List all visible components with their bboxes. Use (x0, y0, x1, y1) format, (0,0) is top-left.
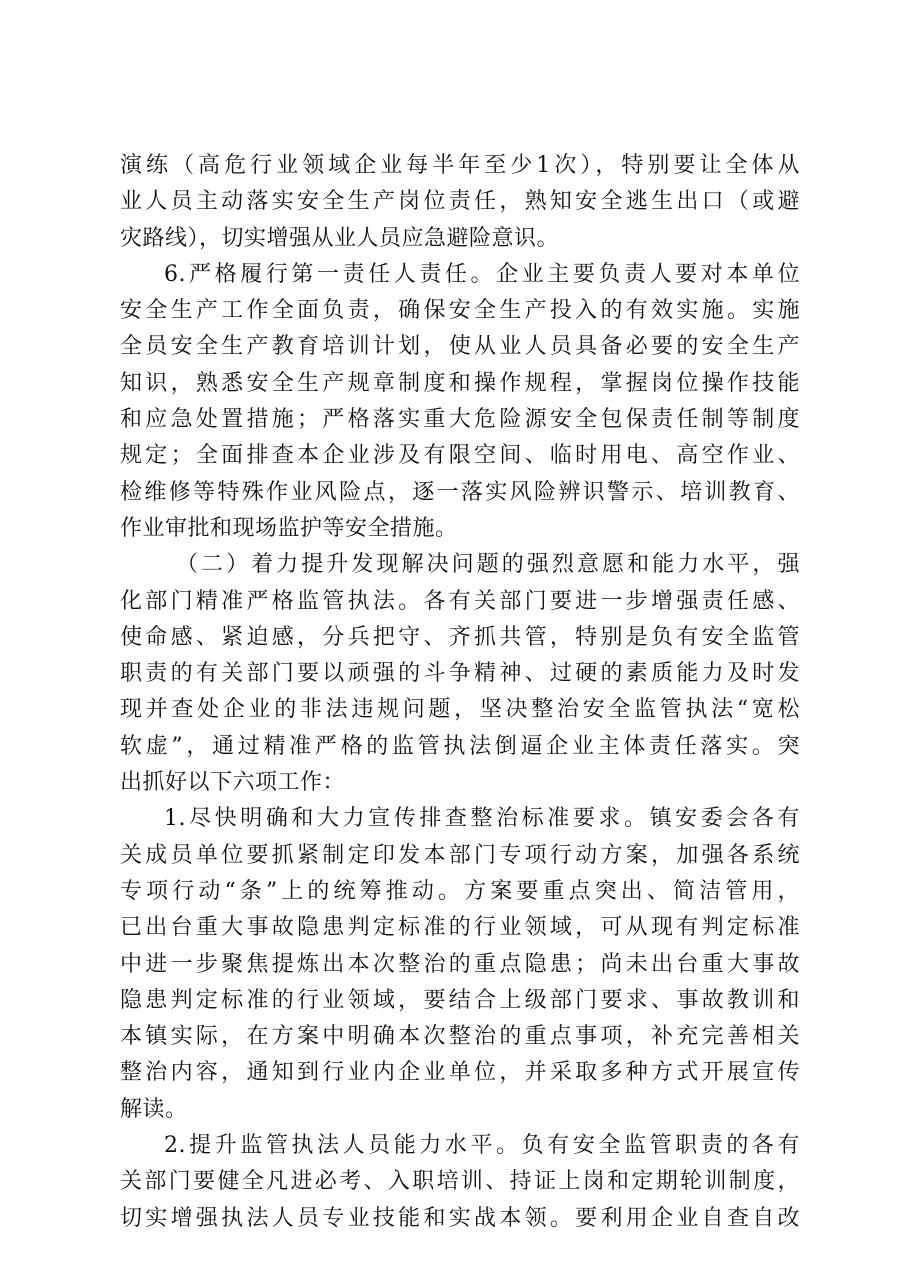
text-line: 知识，熟悉安全生产规章制度和操作规程，掌握岗位操作技能 (120, 370, 800, 396)
text-line: 关成员单位要抓紧制定印发本部门专项行动方案，加强各系统 (120, 842, 800, 868)
text-line: 规定；全面排查本企业涉及有限空间、临时用电、高空作业、 (120, 443, 800, 469)
text-line: 和应急处置措施；严格落实重大危险源安全包保责任制等制度 (120, 407, 800, 433)
text-line: 本镇实际，在方案中明确本次整治的重点事项，补充完善相关 (120, 1024, 800, 1050)
text-line: 业人员主动落实安全生产岗位责任，熟知安全逃生出口（或避 (120, 189, 800, 215)
section-heading-line: （二）着力提升发现解决问题的强烈意愿和能力水平，强 (176, 552, 800, 578)
text-line: 切实增强执法人员专业技能和实战本领。要利用企业自查自改 (120, 1205, 800, 1231)
paragraph-start-line: 1.尽快明确和大力宣传排查整治标准要求。镇安委会各有 (164, 806, 800, 832)
text-line: 职责的有关部门要以顽强的斗争精神、过硬的素质能力及时发 (120, 661, 800, 687)
text-line: 关部门要健全凡进必考、入职培训、持证上岗和定期轮训制度， (120, 1169, 800, 1195)
text-line: 全员安全生产教育培训计划，使从业人员具备必要的安全生产 (120, 334, 800, 360)
text-line: 安全生产工作全面负责，确保安全生产投入的有效实施。实施 (120, 298, 800, 324)
text-line: 整治内容，通知到行业内企业单位，并采取多种方式开展宣传 (120, 1060, 800, 1086)
text-line: 隐患判定标准的行业领域，要结合上级部门要求、事故教训和 (120, 987, 800, 1013)
text-line: 灾路线），切实增强从业人员应急避险意识。 (120, 225, 560, 251)
text-line: 软虚”，通过精准严格的监管执法倒逼企业主体责任落实。突 (120, 733, 800, 759)
text-line: 使命感、紧迫感，分兵把守、齐抓共管，特别是负有安全监管 (120, 624, 800, 650)
text-line: 作业审批和现场监护等安全措施。 (120, 515, 458, 541)
text-line: 演练（高危行业领域企业每半年至少1次），特别要让全体从 (120, 153, 800, 178)
text-line: 已出台重大事故隐患判定标准的行业领域，可从现有判定标准 (120, 915, 800, 941)
text-line: 解读。 (120, 1096, 188, 1122)
text-line: 化部门精准严格监管执法。各有关部门要进一步增强责任感、 (120, 588, 800, 614)
text-line: 现并查处企业的非法违规问题，坚决整治安全监管执法“宽松 (120, 697, 800, 723)
text-line: 专项行动“条”上的统筹推动。方案要重点突出、简洁管用， (120, 878, 800, 904)
paragraph-start-line: 2.提升监管执法人员能力水平。负有安全监管职责的各有 (164, 1133, 800, 1159)
document-body (120, 148, 800, 1237)
text-line: 中进一步聚焦提炼出本次整治的重点隐患；尚未出台重大事故 (120, 951, 800, 977)
text-line: 出抓好以下六项工作： (120, 770, 346, 796)
text-line: 检维修等特殊作业风险点，逐一落实风险辨识警示、培训教育、 (120, 479, 800, 505)
paragraph-start-line: 6.严格履行第一责任人责任。企业主要负责人要对本单位 (164, 261, 800, 287)
